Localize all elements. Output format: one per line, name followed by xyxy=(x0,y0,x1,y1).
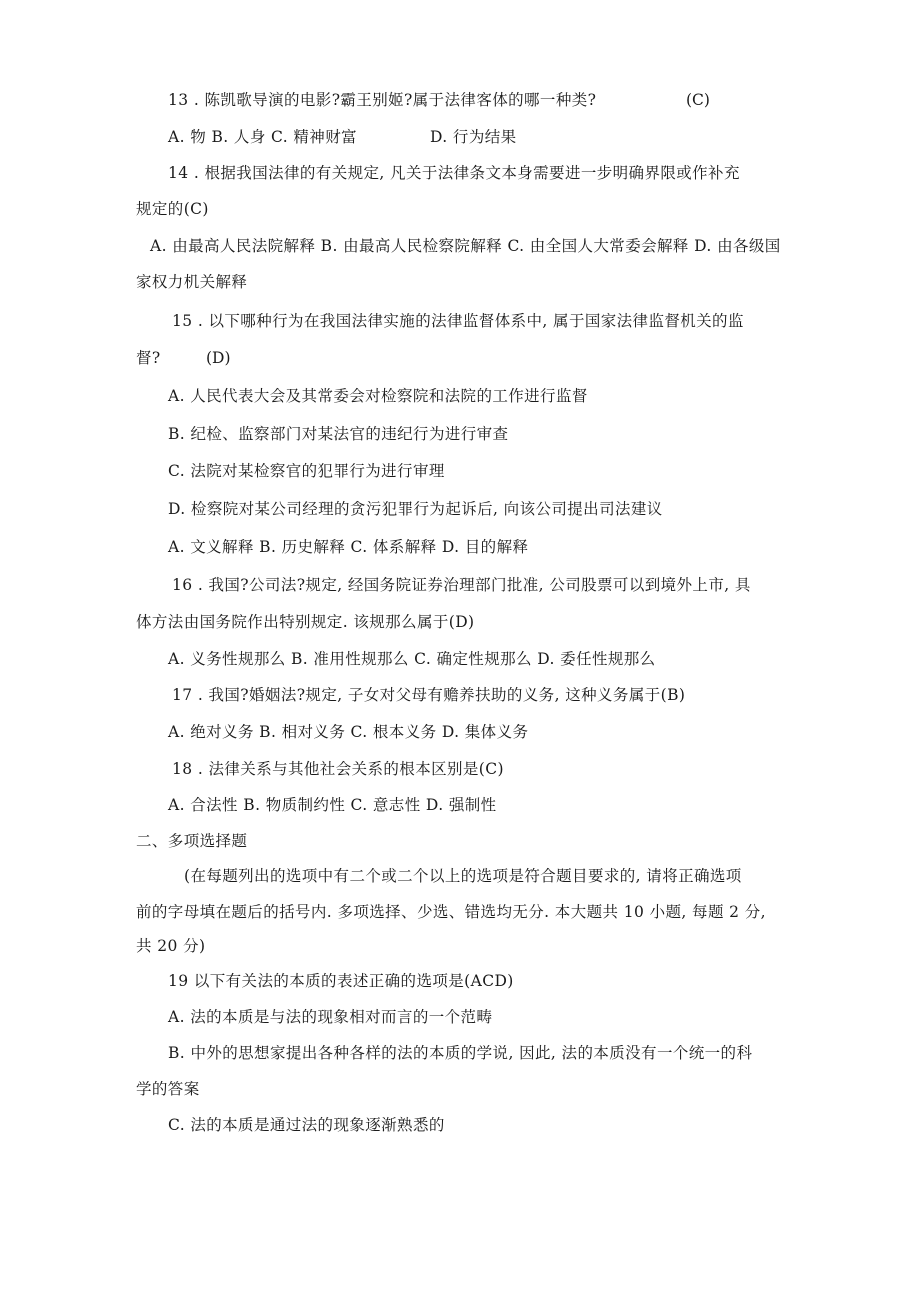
q15-question-line1: 15 . 以下哪种行为在我国法律实施的法律监督体系中, 属于国家法律监督机关的监 xyxy=(172,312,744,330)
section-note-line1: (在每题列出的选项中有二个或二个以上的选项是符合题目要求的, 请将正确选项 xyxy=(184,867,742,885)
section-note-line3: 共 20 分) xyxy=(136,937,206,955)
q15-question-line2: 督? xyxy=(136,349,161,367)
section-note-line2: 前的字母填在题后的括号内. 多项选择、少选、错选均无分. 本大题共 10 小题, 每题 2 分, xyxy=(136,903,766,921)
q16-question-line1: 16 . 我国?公司法?规定, 经国务院证券治理部门批准, 公司股票可以到境外上市, 具 xyxy=(172,576,751,594)
q13-option-d: D. 行为结果 xyxy=(430,128,517,146)
q14-options-line1: A. 由最高人民法院解释 B. 由最高人民检察院解释 C. 由全国人大常委会解释 D. 由各级国 xyxy=(150,237,781,255)
q17-options: A. 绝对义务 B. 相对义务 C. 根本义务 D. 集体义务 xyxy=(168,723,529,741)
q16-options: A. 义务性规那么 B. 准用性规那么 C. 确定性规那么 D. 委任性规那么 xyxy=(168,650,656,668)
q14-options-line2: 家权力机关解释 xyxy=(136,273,248,291)
q15-answer: (D) xyxy=(206,349,231,367)
q15-option-d: D. 检察院对某公司经理的贪污犯罪行为起诉后, 向该公司提出司法建议 xyxy=(168,500,663,518)
q19-question: 19 以下有关法的本质的表述正确的选项是(ACD) xyxy=(168,972,514,990)
q19-option-c: C. 法的本质是通过法的现象逐渐熟悉的 xyxy=(168,1116,445,1134)
section-heading: 二、多项选择题 xyxy=(136,832,248,850)
q17-question: 17 . 我国?婚姻法?规定, 子女对父母有赡养扶助的义务, 这种义务属于(B) xyxy=(172,686,686,704)
q19-option-b-line1: B. 中外的思想家提出各种各样的法的本质的学说, 因此, 法的本质没有一个统一的科 xyxy=(168,1044,753,1062)
q15-option-b: B. 纪检、监察部门对某法官的违纪行为进行审查 xyxy=(168,425,509,443)
q14-question-line2: 规定的(C) xyxy=(136,200,209,218)
q19-option-a: A. 法的本质是与法的现象相对而言的一个范畴 xyxy=(168,1008,493,1026)
q15-option-a: A. 人民代表大会及其常委会对检察院和法院的工作进行监督 xyxy=(168,387,588,405)
q15-options-extra: A. 文义解释 B. 历史解释 C. 体系解释 D. 目的解释 xyxy=(168,538,529,556)
q13-options-abc: A. 物 B. 人身 C. 精神财富 xyxy=(168,128,358,146)
q18-question: 18 . 法律关系与其他社会关系的根本区别是(C) xyxy=(172,760,504,778)
q15-option-c: C. 法院对某检察官的犯罪行为进行审理 xyxy=(168,462,445,480)
q13-answer: (C) xyxy=(686,91,710,109)
q14-question-line1: 14 . 根据我国法律的有关规定, 凡关于法律条文本身需要进一步明确界限或作补充 xyxy=(168,164,740,182)
q16-question-line2: 体方法由国务院作出特别规定. 该规那么属于(D) xyxy=(136,613,475,631)
q13-question: 13 . 陈凯歌导演的电影?霸王别姬?属于法律客体的哪一种类? xyxy=(168,91,597,109)
q19-option-b-line2: 学的答案 xyxy=(136,1080,200,1098)
q18-options: A. 合法性 B. 物质制约性 C. 意志性 D. 强制性 xyxy=(168,796,497,814)
